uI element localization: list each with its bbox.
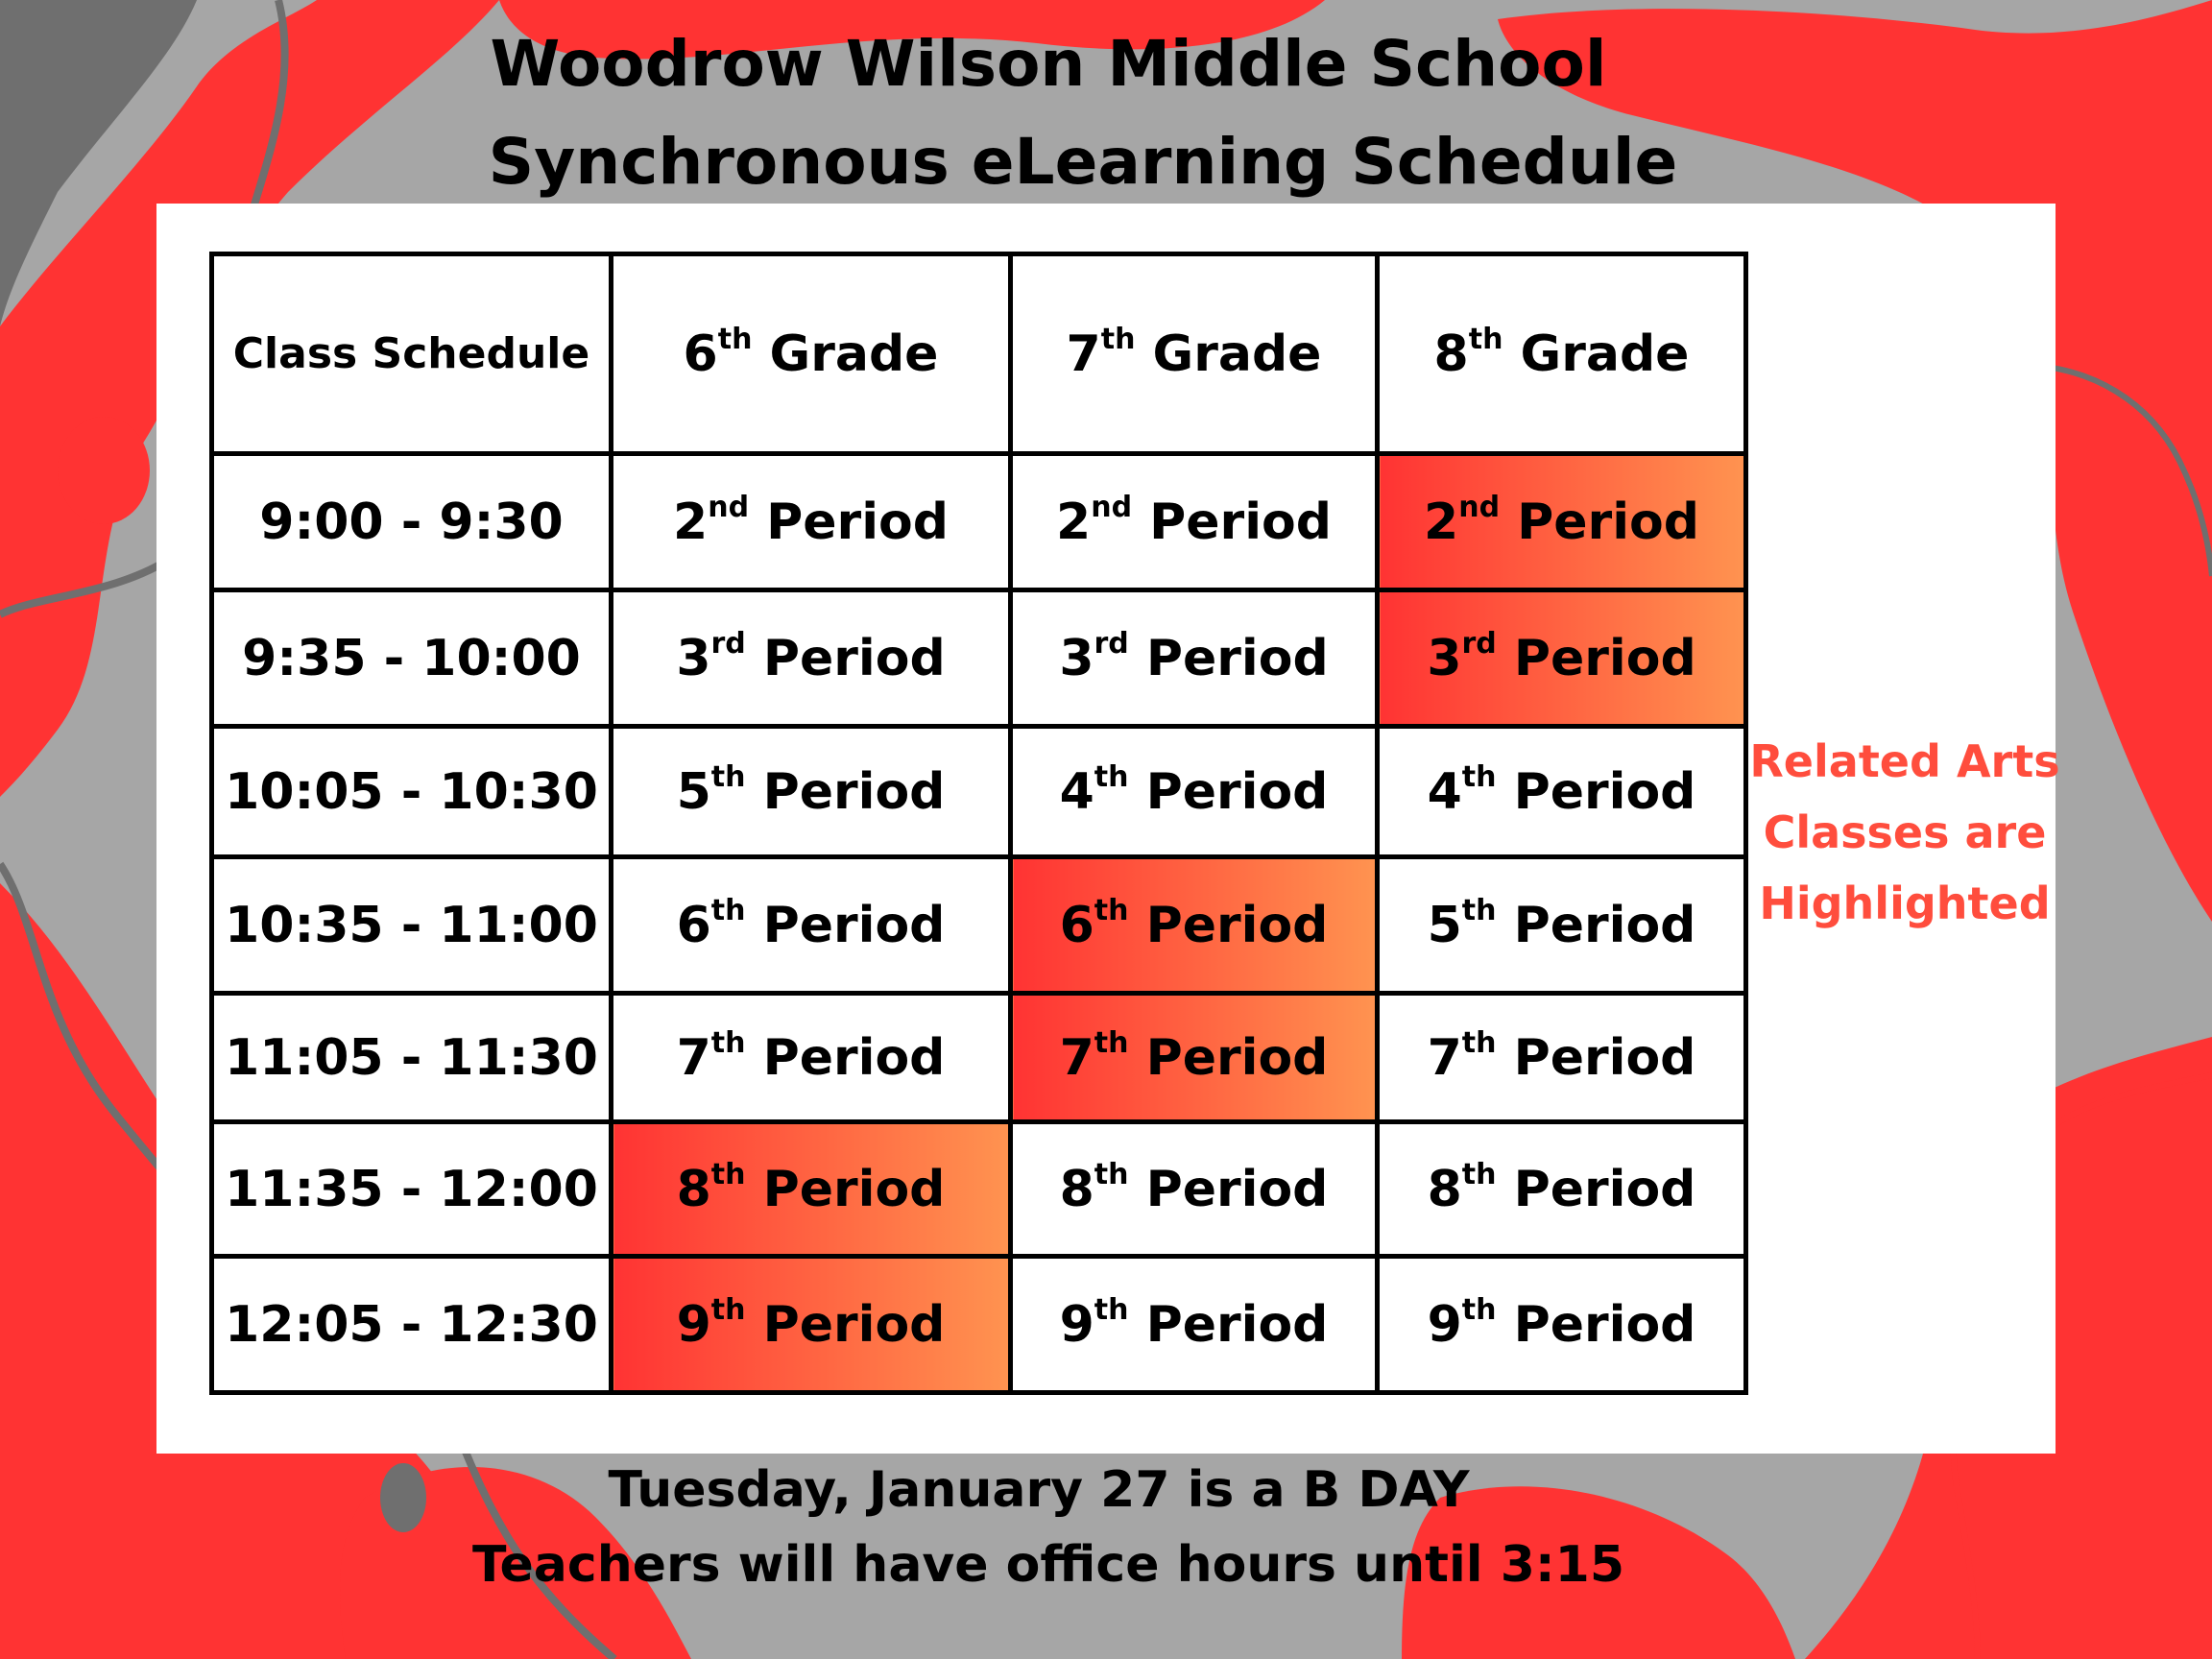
red-circle-left: [58, 417, 150, 524]
period-number: 3: [1059, 629, 1094, 687]
grade-header: [612, 254, 1011, 454]
period-word: Period: [1145, 629, 1329, 687]
period-ordinal-suffix: nd: [708, 491, 750, 525]
period-word: Period: [762, 896, 946, 954]
grade-number: 7: [1066, 325, 1101, 383]
period-cell: [1378, 1122, 1746, 1257]
period-number: 6: [1059, 896, 1094, 954]
page-title-line-1: Woodrow Wilson Middle School: [490, 27, 1607, 101]
related-arts-period-cell: [1011, 857, 1378, 994]
period-number: 6: [676, 896, 711, 954]
period-ordinal-suffix: rd: [1461, 627, 1497, 661]
related-arts-period-cell: [1011, 994, 1378, 1122]
period-number: 7: [1427, 1028, 1462, 1087]
period-cell: [612, 857, 1011, 994]
schedule-row: [212, 1257, 1746, 1393]
grade-ordinal-suffix: th: [717, 323, 753, 357]
period-cell: [1011, 1122, 1378, 1257]
period-cell: [1011, 590, 1378, 727]
period-ordinal-suffix: th: [1461, 760, 1497, 795]
grade-number: 6: [683, 325, 718, 383]
related-arts-period-cell: [612, 1257, 1011, 1393]
period-word: Period: [1513, 1160, 1696, 1218]
period-ordinal-suffix: th: [1094, 760, 1129, 795]
time-slot: 10:05 - 10:30: [212, 727, 612, 857]
period-number: 5: [676, 762, 711, 821]
period-cell: [612, 454, 1011, 590]
period-cell: [1378, 727, 1746, 857]
period-number: 4: [1427, 762, 1462, 821]
period-ordinal-suffix: th: [710, 894, 746, 928]
period-ordinal-suffix: th: [710, 1293, 746, 1328]
time-slot: 9:35 - 10:00: [212, 590, 612, 727]
period-number: 9: [1059, 1295, 1094, 1354]
time-slot: 11:35 - 12:00: [212, 1122, 612, 1257]
period-ordinal-suffix: th: [1461, 894, 1497, 928]
period-ordinal-suffix: rd: [1094, 627, 1129, 661]
schedule-row: [212, 1122, 1746, 1257]
period-word: Period: [1513, 629, 1696, 687]
period-ordinal-suffix: nd: [1458, 491, 1501, 525]
related-arts-legend: [1742, 726, 2068, 939]
period-word: Period: [762, 762, 946, 821]
period-cell: [612, 994, 1011, 1122]
period-cell: [1378, 1257, 1746, 1393]
period-ordinal-suffix: th: [710, 1026, 746, 1061]
period-ordinal-suffix: th: [1094, 1293, 1129, 1328]
period-word: Period: [1149, 493, 1332, 551]
period-cell: [612, 590, 1011, 727]
schedule-row: [212, 590, 1746, 727]
period-ordinal-suffix: rd: [710, 627, 746, 661]
schedule-table: [209, 252, 1748, 1395]
time-slot: 10:35 - 11:00: [212, 857, 612, 994]
period-number: 8: [1059, 1160, 1094, 1218]
grade-word: Grade: [1520, 325, 1690, 383]
period-number: 7: [1059, 1028, 1094, 1087]
period-number: 5: [1427, 896, 1462, 954]
period-number: 2: [673, 493, 709, 551]
period-cell: [1011, 727, 1378, 857]
grade-number: 8: [1433, 325, 1469, 383]
legend-line-3: Highlighted: [1759, 878, 2051, 929]
period-ordinal-suffix: th: [1094, 1026, 1129, 1061]
period-word: Period: [1145, 896, 1329, 954]
period-cell: [1011, 454, 1378, 590]
related-arts-period-cell: [1378, 590, 1746, 727]
time-slot: 11:05 - 11:30: [212, 994, 612, 1122]
period-cell: [1011, 1257, 1378, 1393]
related-arts-period-cell: [1378, 454, 1746, 590]
office-hours-notice: Teachers will have office hours until 3:15: [471, 1536, 1625, 1594]
period-word: Period: [762, 1160, 946, 1218]
period-word: Period: [1145, 1295, 1329, 1354]
period-ordinal-suffix: nd: [1091, 491, 1133, 525]
period-number: 3: [676, 629, 711, 687]
grade-header: [1378, 254, 1746, 454]
period-cell: [612, 727, 1011, 857]
period-number: 4: [1059, 762, 1094, 821]
time-slot: 12:05 - 12:30: [212, 1257, 612, 1393]
period-word: Period: [1513, 762, 1696, 821]
period-word: Period: [1513, 896, 1696, 954]
period-word: Period: [766, 493, 949, 551]
period-cell: [1378, 994, 1746, 1122]
time-slot: 9:00 - 9:30: [212, 454, 612, 590]
grade-ordinal-suffix: th: [1468, 323, 1503, 357]
period-word: Period: [762, 1295, 946, 1354]
period-word: Period: [1513, 1295, 1696, 1354]
period-word: Period: [762, 1028, 946, 1087]
period-ordinal-suffix: th: [710, 1158, 746, 1192]
period-ordinal-suffix: th: [1461, 1158, 1497, 1192]
period-word: Period: [1513, 1028, 1696, 1087]
period-number: 9: [1427, 1295, 1462, 1354]
schedule-row: [212, 857, 1746, 994]
schedule-row: [212, 727, 1746, 857]
period-ordinal-suffix: th: [710, 760, 746, 795]
period-word: Period: [762, 629, 946, 687]
class-schedule-header: Class Schedule: [212, 254, 612, 454]
period-ordinal-suffix: th: [1094, 1158, 1129, 1192]
period-word: Period: [1145, 1028, 1329, 1087]
schedule-row: [212, 994, 1746, 1122]
period-word: Period: [1517, 493, 1699, 551]
period-ordinal-suffix: th: [1461, 1293, 1497, 1328]
period-number: 2: [1056, 493, 1092, 551]
period-number: 2: [1424, 493, 1459, 551]
grade-header: [1011, 254, 1378, 454]
period-number: 3: [1427, 629, 1462, 687]
period-word: Period: [1145, 1160, 1329, 1218]
period-cell: [1378, 857, 1746, 994]
period-number: 7: [676, 1028, 711, 1087]
schedule-row: [212, 454, 1746, 590]
grade-ordinal-suffix: th: [1100, 323, 1136, 357]
period-number: 8: [1427, 1160, 1462, 1218]
grade-word: Grade: [1152, 325, 1322, 383]
period-number: 8: [676, 1160, 711, 1218]
period-word: Period: [1145, 762, 1329, 821]
header-row: [212, 254, 1746, 454]
period-number: 9: [676, 1295, 711, 1354]
grade-word: Grade: [769, 325, 939, 383]
period-ordinal-suffix: th: [1461, 1026, 1497, 1061]
related-arts-period-cell: [612, 1122, 1011, 1257]
legend-line-1: Related Arts: [1749, 735, 2060, 787]
b-day-notice: Tuesday, January 27 is a B DAY: [608, 1461, 1470, 1519]
legend-line-2: Classes are: [1763, 806, 2047, 858]
page-title-line-2: Synchronous eLearning Schedule: [488, 125, 1678, 199]
period-ordinal-suffix: th: [1094, 894, 1129, 928]
